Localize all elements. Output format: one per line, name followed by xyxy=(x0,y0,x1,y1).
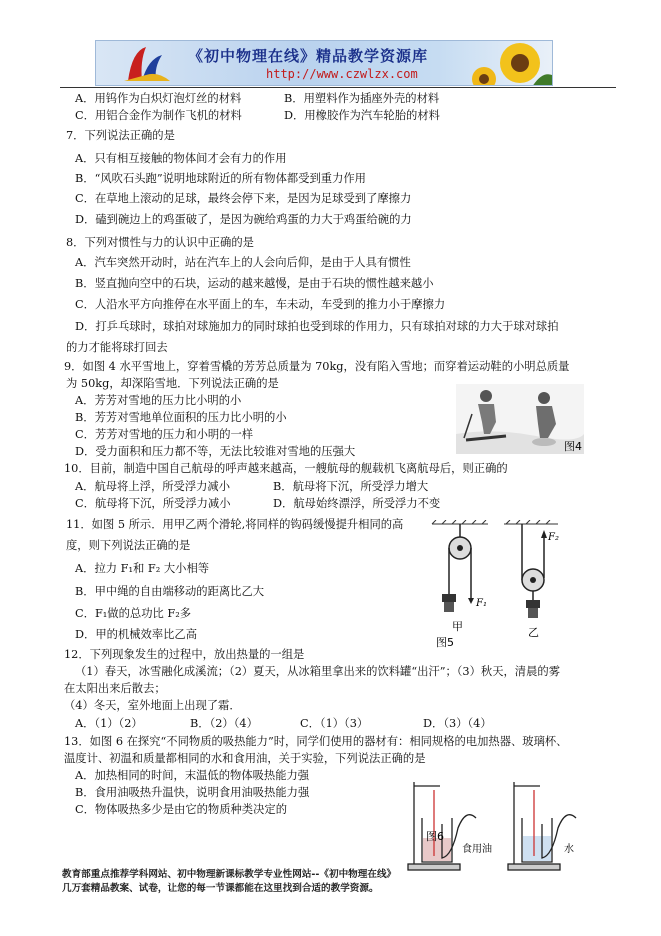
banner-title: 《初中物理在线》精品教学资源库 xyxy=(188,47,429,65)
figure-4 xyxy=(456,384,584,454)
movable-pulley xyxy=(522,524,559,639)
footer-line-2: 几万套精品教案、试卷，让您的每一节课都能在这里找到合适的教学资源。 xyxy=(62,883,379,894)
site-logo-icon xyxy=(118,41,178,86)
text-line: D．受力面积和压力都不等，无法比较谁对雪地的压强大 xyxy=(75,445,356,458)
text-line: B．（2）（4） xyxy=(190,717,258,730)
text-line: C．航母将下沉，所受浮力减小 xyxy=(75,497,231,510)
text-line: B．航母将下沉，所受浮力增大 xyxy=(273,480,429,493)
text-line: D．打乒乓球时，球拍对球施加力的同时球拍也受到球的作用力，只有球拍对球的力大于球对球拍 xyxy=(75,320,559,333)
text-line: C．F₁做的总功比 F₂多 xyxy=(75,607,192,620)
text-line: B．芳芳对雪地单位面积的压力比小明的小 xyxy=(75,411,287,424)
text-line: C．用铝合金作为制作飞机的材料 xyxy=(75,109,242,122)
figure-5-caption: 图5 xyxy=(436,636,454,649)
text-line: B．用塑料作为插座外壳的材料 xyxy=(284,92,440,105)
svg-text:F₂: F₂ xyxy=(548,532,559,543)
text-line: A．拉力 F₁和 F₂ 大小相等 xyxy=(75,562,210,575)
fixed-pulley xyxy=(442,524,487,633)
text-line: C．在草地上滚动的足球，最终会停下来，是因为足球受到了摩擦力 xyxy=(75,192,412,205)
text-line: B．食用油吸热升温快，说明食用油吸热能力强 xyxy=(75,786,310,799)
apparatus-oil xyxy=(408,782,476,870)
text-line: B．竖直抛向空中的石块，运动的越来越慢，是由于石块的惯性越来越小 xyxy=(75,277,434,290)
text-line: C．物体吸热多少是由它的物质种类决定的 xyxy=(75,803,287,816)
text-line: 13．如图 6 在探究“不同物质的吸热能力”时，同学们使用的器材有：相同规格的电加热器、玻璃杯、 xyxy=(64,735,568,748)
pulley-yi-label: 乙 xyxy=(528,626,539,639)
text-line: 12．下列现象发生的过程中，放出热量的一组是 xyxy=(64,648,305,661)
text-line: （1）春天，冰雪融化成溪流；（2）夏天，从冰箱里拿出来的饮料罐“出汗”；（3）秋天，清晨的雾 xyxy=(75,665,560,678)
text-line: D．用橡胶作为汽车轮胎的材料 xyxy=(284,109,440,122)
text-line: C．芳芳对雪地的压力和小明的一样 xyxy=(75,428,254,441)
text-line: D．航母始终漂浮，所受浮力不变 xyxy=(273,497,441,510)
figure-6-caption: 图6 xyxy=(426,830,444,843)
text-line: A．只有相互接触的物体间才会有力的作用 xyxy=(75,152,287,165)
text-line: D．（3）（4） xyxy=(423,717,492,730)
text-line: A．用钨作为白炽灯泡灯丝的材料 xyxy=(75,92,242,105)
text-line: A．芳芳对雪地的压力比小明的小 xyxy=(75,394,242,407)
text-line: A．航母将上浮，所受浮力减小 xyxy=(75,480,231,493)
figure-4-caption: 图4 xyxy=(564,440,582,453)
banner-url[interactable]: http://www.czwlzx.com xyxy=(266,67,418,81)
text-line: 温度计、初温和质量都相同的水和食用油，关于实验，下列说法正确的是 xyxy=(64,752,426,765)
apparatus-water xyxy=(508,782,576,870)
sunflower-icon xyxy=(462,41,552,86)
text-line: C．（1）（3） xyxy=(300,717,369,730)
water-label: 水 xyxy=(564,844,574,855)
text-line: B．甲中绳的自由端移动的距离比乙大 xyxy=(75,585,265,598)
text-line: 为 50kg，却深陷雪地．下列说法正确的是 xyxy=(66,377,279,390)
ceiling-hatch xyxy=(432,520,558,524)
text-line: 11．如图 5 所示．用甲乙两个滑轮,将同样的钩码缓慢提升相同的高 xyxy=(66,518,404,531)
text-line: D．甲的机械效率比乙高 xyxy=(75,628,198,641)
text-line: D．磕到碗边上的鸡蛋破了，是因为碗给鸡蛋的力大于鸡蛋给碗的力 xyxy=(75,213,412,226)
text-line: A．（1）（2） xyxy=(75,717,143,730)
text-line: 的力才能将球打回去 xyxy=(66,341,168,354)
text-line: C．人沿水平方向推停在水平面上的车，车未动，车受到的推力小于摩擦力 xyxy=(75,298,446,311)
footer-line-1: 教育部重点推荐学科网站、初中物理新课标教学专业性网站--《初中物理在线》 xyxy=(62,869,397,880)
text-line: 度，则下列说法正确的是 xyxy=(66,539,191,552)
text-line: 8．下列对惯性与力的认识中正确的是 xyxy=(66,236,254,249)
text-line: 10．目前，制造中国自己航母的呼声越来越高，一艘航母的舰载机飞离航母后，则正确的 xyxy=(64,462,508,475)
text-line: A．加热相同的时间，末温低的物体吸热能力强 xyxy=(75,769,310,782)
svg-text:F₁: F₁ xyxy=(476,598,487,609)
oil-label: 食用油 xyxy=(462,844,492,855)
text-line: 9．如图 4 水平雪地上，穿着雪橇的芳芳总质量为 70kg，没有陷入雪地；而穿着运动鞋的小明总质量 xyxy=(64,360,570,373)
text-line: 7．下列说法正确的是 xyxy=(66,129,175,142)
figure-5 xyxy=(430,520,580,650)
pulley-jia-label: 甲 xyxy=(452,620,463,633)
text-line: A．汽车突然开动时，站在汽车上的人会向后仰，是由于人具有惯性 xyxy=(75,256,411,269)
text-line: B．“风吹石头跑”说明地球附近的所有物体都受到重力作用 xyxy=(75,172,366,185)
text-line: （4）冬天，室外地面上出现了霜． xyxy=(64,699,241,712)
figure-6 xyxy=(400,778,590,872)
header-rule xyxy=(60,87,616,88)
header-banner xyxy=(95,40,553,86)
text-line: 在太阳出来后散去； xyxy=(64,682,166,695)
